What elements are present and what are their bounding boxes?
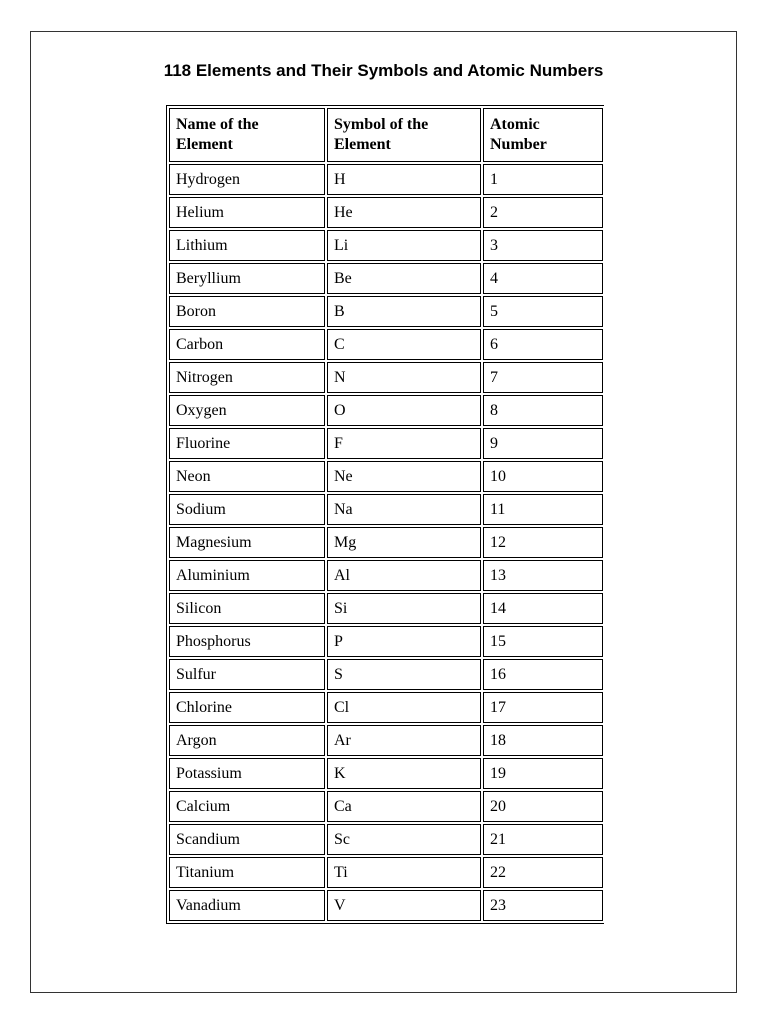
cell-element-symbol: Be <box>327 263 481 294</box>
cell-element-symbol: N <box>327 362 481 393</box>
cell-atomic-number: 1 <box>483 164 603 195</box>
cell-atomic-number: 9 <box>483 428 603 459</box>
table-row <box>169 494 603 525</box>
cell-element-symbol: B <box>327 296 481 327</box>
cell-element-symbol: Ar <box>327 725 481 756</box>
cell-element-symbol: V <box>327 890 481 921</box>
table-row <box>169 362 603 393</box>
cell-atomic-number: 20 <box>483 791 603 822</box>
cell-element-name: Hydrogen <box>169 164 325 195</box>
cell-element-symbol: C <box>327 329 481 360</box>
cell-element-name: Neon <box>169 461 325 492</box>
cell-atomic-number: 22 <box>483 857 603 888</box>
header-element-symbol: Symbol of the Element <box>327 108 481 162</box>
cell-element-name: Argon <box>169 725 325 756</box>
cell-element-name: Phosphorus <box>169 626 325 657</box>
cell-element-symbol: Li <box>327 230 481 261</box>
cell-atomic-number: 2 <box>483 197 603 228</box>
cell-atomic-number: 17 <box>483 692 603 723</box>
cell-atomic-number: 7 <box>483 362 603 393</box>
cell-element-name: Boron <box>169 296 325 327</box>
table-row <box>169 659 603 690</box>
cell-element-name: Scandium <box>169 824 325 855</box>
cell-element-symbol: Ne <box>327 461 481 492</box>
cell-element-name: Chlorine <box>169 692 325 723</box>
cell-element-name: Calcium <box>169 791 325 822</box>
table-row <box>169 857 603 888</box>
table-row <box>169 593 603 624</box>
cell-atomic-number: 6 <box>483 329 603 360</box>
cell-element-name: Vanadium <box>169 890 325 921</box>
cell-element-symbol: O <box>327 395 481 426</box>
table-row <box>169 461 603 492</box>
table-row <box>169 824 603 855</box>
cell-element-symbol: K <box>327 758 481 789</box>
cell-element-name: Carbon <box>169 329 325 360</box>
document-page <box>30 31 737 993</box>
cell-element-name: Lithium <box>169 230 325 261</box>
table-body <box>169 164 603 921</box>
elements-table <box>166 105 604 924</box>
cell-atomic-number: 21 <box>483 824 603 855</box>
table-row <box>169 329 603 360</box>
cell-element-symbol: H <box>327 164 481 195</box>
cell-atomic-number: 8 <box>483 395 603 426</box>
cell-element-symbol: S <box>327 659 481 690</box>
cell-element-symbol: P <box>327 626 481 657</box>
cell-element-symbol: Na <box>327 494 481 525</box>
table-row <box>169 296 603 327</box>
cell-element-name: Potassium <box>169 758 325 789</box>
cell-element-name: Fluorine <box>169 428 325 459</box>
table-row <box>169 758 603 789</box>
table-row <box>169 395 603 426</box>
cell-atomic-number: 5 <box>483 296 603 327</box>
cell-atomic-number: 19 <box>483 758 603 789</box>
cell-element-symbol: Ti <box>327 857 481 888</box>
cell-element-name: Helium <box>169 197 325 228</box>
cell-element-symbol: Al <box>327 560 481 591</box>
table-row <box>169 263 603 294</box>
cell-atomic-number: 15 <box>483 626 603 657</box>
table-row <box>169 164 603 195</box>
cell-atomic-number: 23 <box>483 890 603 921</box>
cell-atomic-number: 3 <box>483 230 603 261</box>
cell-atomic-number: 12 <box>483 527 603 558</box>
cell-atomic-number: 16 <box>483 659 603 690</box>
cell-element-name: Sulfur <box>169 659 325 690</box>
cell-atomic-number: 10 <box>483 461 603 492</box>
table-row <box>169 692 603 723</box>
cell-element-symbol: Si <box>327 593 481 624</box>
table-row <box>169 197 603 228</box>
cell-element-symbol: Cl <box>327 692 481 723</box>
table-row <box>169 725 603 756</box>
cell-element-name: Silicon <box>169 593 325 624</box>
header-atomic-number: Atomic Number <box>483 108 603 162</box>
table-row <box>169 230 603 261</box>
cell-atomic-number: 14 <box>483 593 603 624</box>
cell-element-name: Aluminium <box>169 560 325 591</box>
cell-element-symbol: F <box>327 428 481 459</box>
table-header-row <box>169 108 603 162</box>
cell-element-name: Magnesium <box>169 527 325 558</box>
document-title: 118 Elements and Their Symbols and Atomic Numbers <box>163 61 604 80</box>
cell-element-symbol: Sc <box>327 824 481 855</box>
cell-element-symbol: Mg <box>327 527 481 558</box>
cell-atomic-number: 4 <box>483 263 603 294</box>
cell-atomic-number: 11 <box>483 494 603 525</box>
cell-atomic-number: 18 <box>483 725 603 756</box>
table-row <box>169 560 603 591</box>
cell-element-name: Oxygen <box>169 395 325 426</box>
cell-element-symbol: Ca <box>327 791 481 822</box>
cell-element-symbol: He <box>327 197 481 228</box>
cell-element-name: Titanium <box>169 857 325 888</box>
table-row <box>169 791 603 822</box>
cell-element-name: Nitrogen <box>169 362 325 393</box>
cell-atomic-number: 13 <box>483 560 603 591</box>
cell-element-name: Beryllium <box>169 263 325 294</box>
table-row <box>169 428 603 459</box>
elements-table-container <box>166 105 604 993</box>
table-row <box>169 890 603 921</box>
header-element-name: Name of the Element <box>169 108 325 162</box>
cell-element-name: Sodium <box>169 494 325 525</box>
table-row <box>169 626 603 657</box>
table-row <box>169 527 603 558</box>
